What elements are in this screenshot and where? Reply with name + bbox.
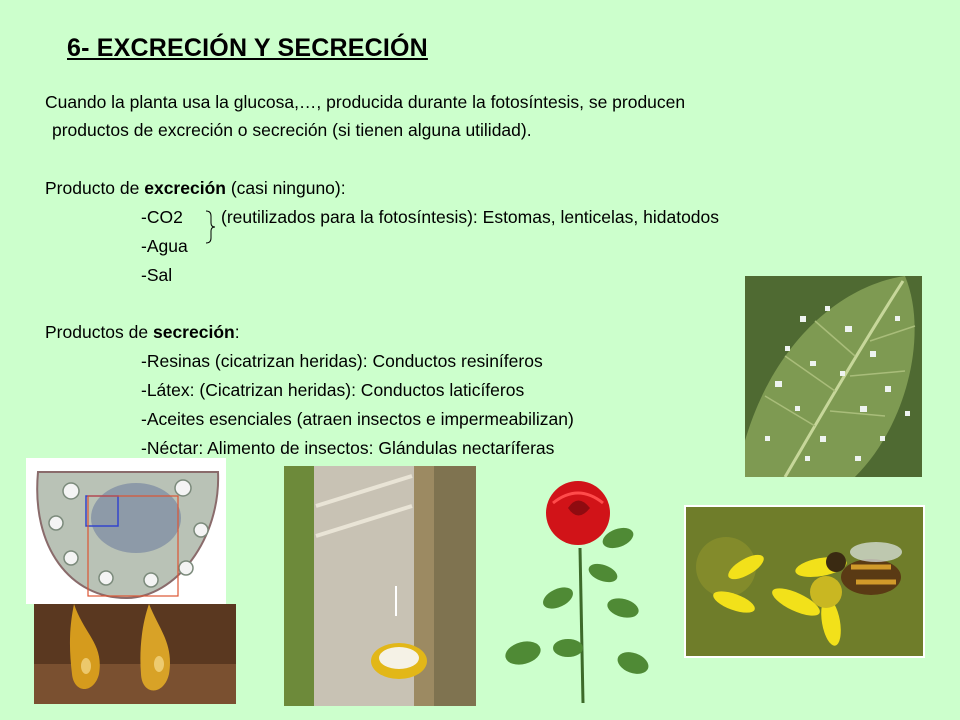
secretion-item-latex: -Látex: (Cicatrizan heridas): Conductos laticíferos	[141, 380, 525, 400]
intro-line-1: Cuando la planta usa la glucosa,…, producida durante la fotosíntesis, se producen	[45, 92, 686, 112]
secretion-item-aceites: -Aceites esenciales (atraen insectos e impermeabilizan)	[141, 409, 574, 429]
excretion-heading-keyword: excreción	[144, 178, 226, 198]
page-title: 6- EXCRECIÓN Y SECRECIÓN	[67, 34, 428, 62]
excretion-item-co2: -CO2	[141, 207, 183, 227]
bee-on-flower-photo	[684, 505, 925, 658]
excretion-brace-note: (reutilizados para la fotosíntesis): Estomas, lenticelas, hidatodos	[221, 207, 720, 227]
secretion-heading	[45, 321, 240, 343]
salt-leaf-photo	[745, 276, 922, 477]
rose-photo	[498, 478, 658, 708]
cross-section-photo	[26, 458, 226, 604]
excretion-heading	[45, 177, 346, 199]
secretion-item-resinas: -Resinas (cicatrizan heridas): Conductos resiníferos	[141, 351, 543, 371]
resin-drops-photo	[34, 604, 236, 704]
latex-tree-photo	[284, 466, 476, 706]
brace-icon	[203, 210, 217, 244]
excretion-heading-suffix: (casi ninguno):	[225, 178, 346, 198]
excretion-heading-prefix: Producto de	[45, 178, 145, 198]
secretion-heading-keyword: secreción	[152, 322, 235, 342]
secretion-heading-prefix: Productos de	[45, 322, 153, 342]
secretion-item-nectar: -Néctar: Alimento de insectos: Glándulas nectaríferas	[141, 438, 555, 458]
secretion-heading-suffix: :	[234, 322, 240, 342]
excretion-item-sal: -Sal	[141, 265, 173, 285]
intro-line-2: productos de excreción o secreción (si tienen alguna utilidad).	[52, 120, 532, 140]
excretion-item-agua: -Agua	[141, 236, 188, 256]
